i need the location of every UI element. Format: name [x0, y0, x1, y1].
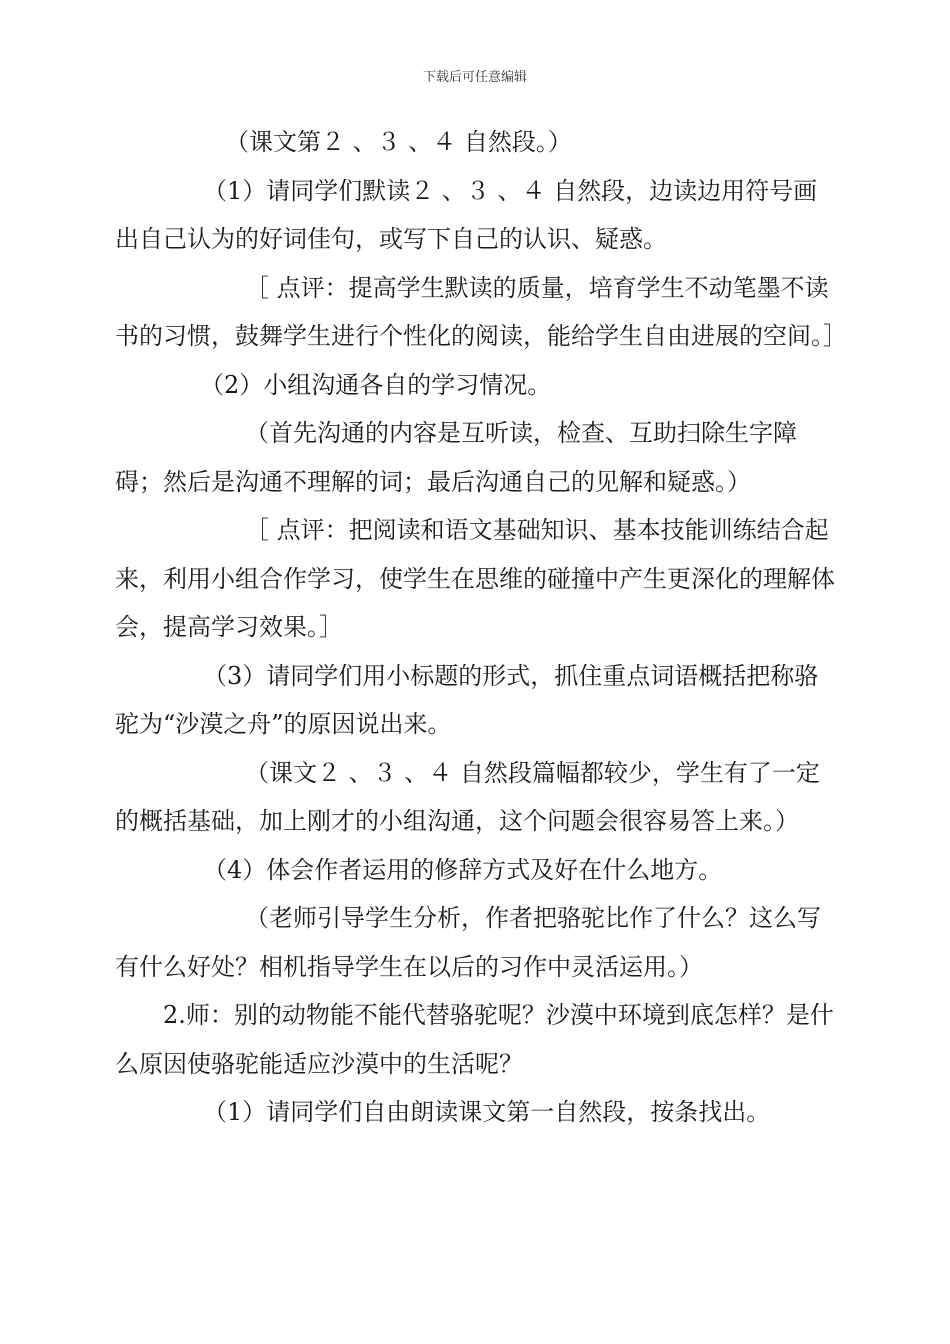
- paragraph: （首先沟通的内容是互听读，检查、互助扫除生字障碍；然后是沟通不理解的词；最后沟通自己的见解和疑惑。）: [115, 419, 797, 496]
- page-header: 下载后可任意编辑: [422, 70, 527, 85]
- paragraph: （1）请同学们自由朗读课文第一自然段，按条找出。: [203, 1098, 771, 1126]
- paragraph: ［ 点评：把阅读和语文基础知识、基本技能训练结合起来，利用小组合作学习，使学生在思维的碰撞中产生更深化的理解体会，提高学习效果。］: [115, 516, 835, 641]
- paragraph: （课文２ 、３ 、４ 自然段篇幅都较少，学生有了一定的概括基础，加上刚才的小组沟通，这个问题会很容易答上来。）: [115, 758, 820, 835]
- paragraph: （课文第２ 、３ 、４ 自然段。）: [225, 128, 572, 156]
- paragraph: （2）小组沟通各自的学习情况。: [200, 370, 552, 399]
- paragraph: 2.师：别的动物能不能代替骆驼呢？沙漠中环境到底怎样？是什么原因使骆驼能适应沙漠中的生活呢？: [115, 1001, 834, 1078]
- document-body: [115, 118, 847, 1137]
- paragraph: （3）请同学们用小标题的形式，抓住重点词语概括把称骆驼为“沙漠之舟”的原因说出来。: [115, 661, 819, 738]
- paragraph: ［ 点评：提高学生默读的质量，培育学生不动笔墨不读书的习惯，鼓舞学生进行个性化的阅读，能给学生自由进展的空间。］: [115, 273, 847, 350]
- paragraph: （老师引导学生分析，作者把骆驼比作了什么？这么写有什么好处？相机指导学生在以后的习作中灵活运用。）: [115, 904, 821, 981]
- paragraph: （4）体会作者运用的修辞方式及好在什么地方。: [203, 855, 723, 884]
- paragraph: （1）请同学们默读２ 、３ 、４ 自然段，边读边用符号画出自己认为的好词佳句，或写下自己的认识、疑惑。: [115, 176, 818, 253]
